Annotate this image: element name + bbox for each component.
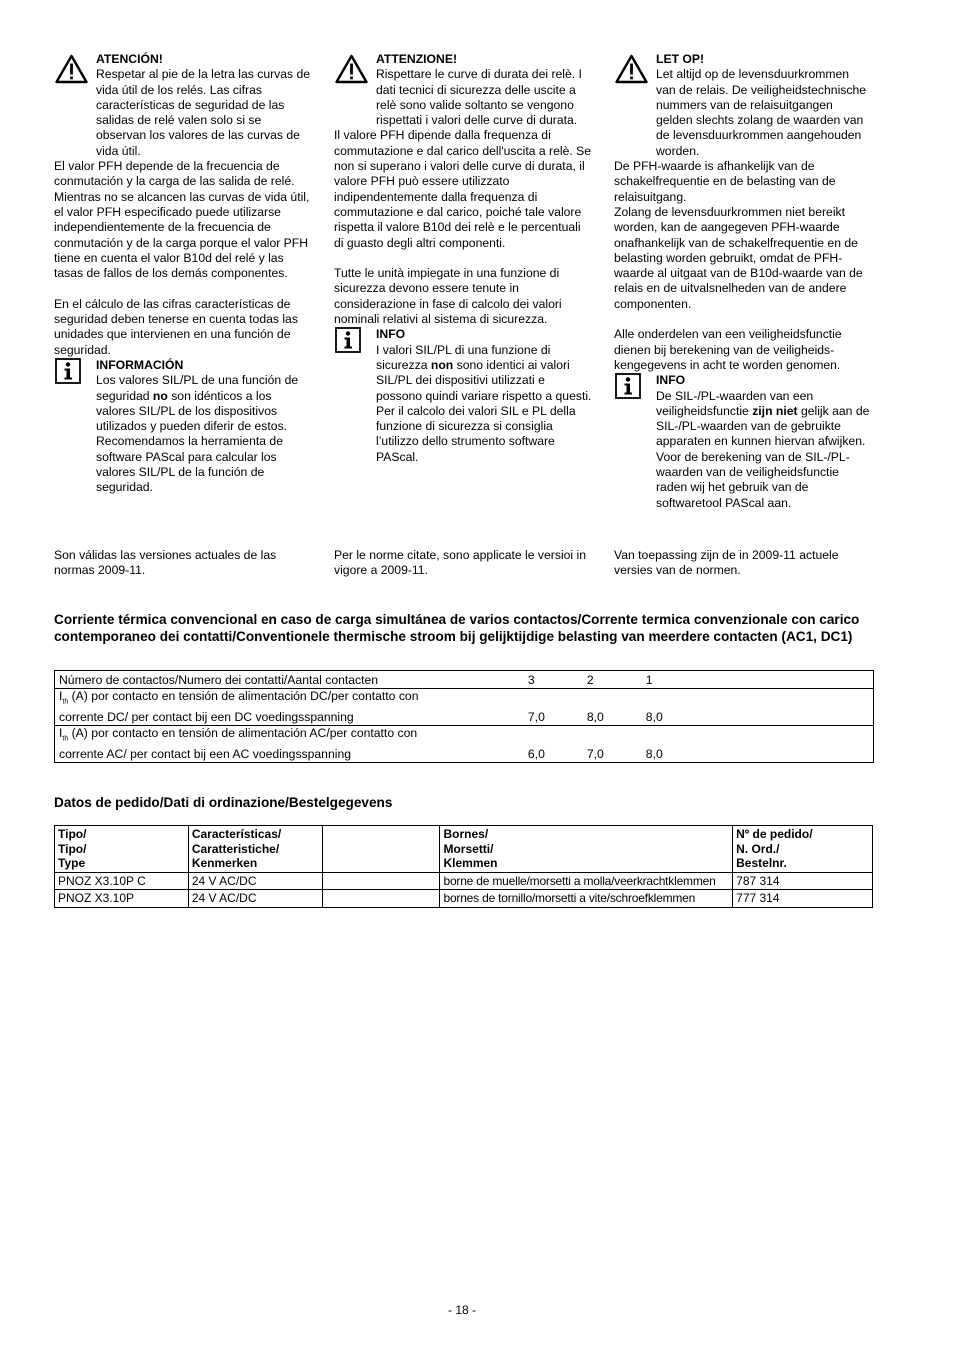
info-text: Los valores SIL/PL de una función de seguridad no son idénticos a los valores SIL/PL de los dispositivos utilizados y pueden diferir de estos. Recomendamos la herramienta de software PAScal para calcular los valores SIL/PL de la función de seguridad. <box>96 373 299 495</box>
table-row <box>55 890 873 908</box>
warning-title: LET OP! <box>656 52 705 66</box>
info-title: INFO <box>376 327 406 342</box>
column-nl <box>614 52 872 511</box>
table-cell: 2 <box>583 671 642 689</box>
type-header: Tipo/ Tipo/ Type <box>55 826 189 873</box>
pfh-paragraph-2: Zolang de levensduurkrommen niet bereikt worden, kan de aangegeven PFH-waarde onafhankelijk van de schakelfrequentie en de belasting worden gebruikt, omdat de PFH-waarde al uitgaat van de B10d-waarde van de relais en de uitvalsnelheden van de andere componenten. <box>614 204 863 311</box>
warning-title: ATTENZIONE! <box>376 52 458 66</box>
warning-text: Rispettare le curve di durata dei relè. I dati tecnici di sicurezza delle uscite a relè sono valide soltanto se vengono rispettati i valori delle curve di durata. <box>376 67 582 128</box>
table-cell: 777 314 <box>733 890 873 908</box>
warning-notice <box>614 52 872 159</box>
table-cell: 6,0 <box>524 726 583 763</box>
table-row <box>55 872 873 890</box>
pfh-paragraph: Il valore PFH dipende dalla frequenza di commutazione e dal carico dell'uscita a relè. Se non si superano i valori delle curve di durata, il valore PFH può essere utilizzato indipendentemente dalla frequenza di commutazione e dal carico, poiché tale valore rispetta il valore B10d dei relè e le percentuali di guasto degli altri componenti. <box>334 128 592 250</box>
column-it <box>334 52 592 465</box>
info-icon <box>55 358 81 384</box>
info-title: INFORMACIÓN <box>96 357 184 372</box>
units-paragraph: En el cálculo de las cifras características de seguridad deben tenerse en cuenta todas las unidades que intervienen en una función de seguridad. <box>54 296 298 357</box>
info-icon <box>615 373 641 399</box>
warning-text: Respetar al pie de la letra las curvas de vida útil de los relés. Las cifras características de seguridad de las salidas de relé valen solo si se observan los valores de las curvas de vida útil. <box>96 67 311 158</box>
table-cell: 7,0 <box>583 726 642 763</box>
info-notice <box>614 373 872 511</box>
table-cell: 8,0 <box>642 689 874 726</box>
norms-note: Son válidas las versiones actuales de las normas 2009-11. <box>54 548 277 578</box>
thermal-current-table <box>54 670 874 763</box>
contacts-label: Número de contactos/Numero dei contatti/Aantal contacten <box>55 671 524 689</box>
warning-notice <box>334 52 592 128</box>
terminals-header: Bornes/ Morsetti/ Klemmen <box>440 826 733 873</box>
table-cell: 3 <box>524 671 583 689</box>
info-notice <box>334 327 592 465</box>
table-header-row <box>55 826 873 873</box>
norms-note: Van toepassing zijn de in 2009-11 actuele versies van de normen. <box>614 548 839 578</box>
info-icon <box>335 327 361 353</box>
warning-triangle-icon <box>615 54 648 84</box>
table-row <box>55 726 874 763</box>
norms-note: Per le norme citate, sono applicate le versioi in vigore a 2009-11. <box>334 548 587 578</box>
warning-text: Let altijd op de levensduurkrommen van de relais. De veiligheidstechnische nummers van de relaisuitgangen gelden slechts zolang de waarden van de levensduurkrommen aangehouden worden. <box>656 67 867 158</box>
table-cell: 1 <box>642 671 874 689</box>
table-header-row <box>55 671 874 689</box>
info-notice <box>54 358 312 496</box>
warning-notice <box>54 52 312 159</box>
table-cell: borne de muelle/morsetti a molla/veerkrachtklemmen <box>440 872 733 890</box>
order-data-heading: Datos de pedido/Dati di ordinazione/Bestelgegevens <box>54 795 393 810</box>
info-text: I valori SIL/PL di una funzione di sicurezza non sono identici ai valori SIL/PL dei dispositivi utilizzati e possono quindi variare rispetto a questi. Per il calcolo dei valori SIL e PL della funzione di sicurezza si consiglia l’utilizzo dello strumento software PAScal. <box>376 342 592 464</box>
units-paragraph: Alle onderdelen van een veiligheidsfunctie dienen bij berekening van de veiligheids-kengegevens in acht te worden genomen. <box>614 327 842 372</box>
table-cell: 24 V AC/DC <box>188 872 322 890</box>
table-cell: bornes de tornillo/morsetti a vite/schroefklemmen <box>440 890 733 908</box>
units-paragraph: Tutte le unità impiegate in una funzione di sicurezza devono essere tenute in considerazione in fase di calcolo dei valori nominali relativi al sistema di sicurezza. <box>334 266 562 327</box>
order-number-header: Nº de pedido/ N. Ord./ Bestelnr. <box>733 826 873 873</box>
pfh-paragraph: De PFH-waarde is afhankelijk van de schakelfrequentie en de belasting van de relaisuitgang. <box>614 159 836 204</box>
table-cell <box>322 890 440 908</box>
table-cell: 24 V AC/DC <box>188 890 322 908</box>
table-cell <box>322 872 440 890</box>
warning-triangle-icon <box>335 54 368 84</box>
table-cell: PNOZ X3.10P C <box>55 872 189 890</box>
info-text: De SIL-/PL-waarden van een veiligheidsfunctie zijn niet gelijk aan de SIL-/PL-waarden van de gebruikte apparaten en kunnen hiervan afwijken. Voor de berekening van de SIL-/PL-waarden van de veiligheidsfunctie raden wij het gebruik van de softwaretool PAScal aan. <box>656 388 870 510</box>
table-cell: PNOZ X3.10P <box>55 890 189 908</box>
row-label: $I_{th}$ (A) por contacto en tensión de alimentación AC/per contatto con corrente AC/ per contact bij een AC voedingsspanning <box>55 726 524 763</box>
warning-triangle-icon <box>55 54 88 84</box>
order-table <box>54 825 873 908</box>
page-number: - 18 - <box>447 1303 476 1317</box>
table-cell: 787 314 <box>733 872 873 890</box>
info-title: INFO <box>656 373 686 388</box>
features-header: Características/ Caratteristiche/ Kenmerken <box>188 826 322 873</box>
thermal-current-heading: Corriente térmica convencional en caso de carga simultánea de varios contactos/Corrente termica convenzionale con carico contemporaneo dei contatti/Conventionele thermische stroom bij gelijktijdige belasting van meerdere contacten (AC1, DC1) <box>54 612 860 644</box>
table-cell: 8,0 <box>642 726 874 763</box>
warning-title: ATENCIÓN! <box>96 52 163 66</box>
table-cell: 7,0 <box>524 689 583 726</box>
pfh-paragraph: El valor PFH depende de la frecuencia de conmutación y la carga de las salida de relé. Mientras no se alcancen las curvas de vida útil, el valor PFH especificado puede utilizarse independientemente de la frecuencia de conmutación y de la carga porque el valor PFH tiene en cuenta el valor B10d del relé y las tasas de fallos de los demás componentes. <box>54 159 310 281</box>
table-row <box>55 689 874 726</box>
empty-header <box>322 826 440 873</box>
column-es <box>54 52 312 496</box>
row-label: $I_{th}$ (A) por contacto en tensión de alimentación DC/per contatto con corrente DC/ per contact bij een DC voedingsspanning <box>55 689 524 726</box>
table-cell: 8,0 <box>583 689 642 726</box>
